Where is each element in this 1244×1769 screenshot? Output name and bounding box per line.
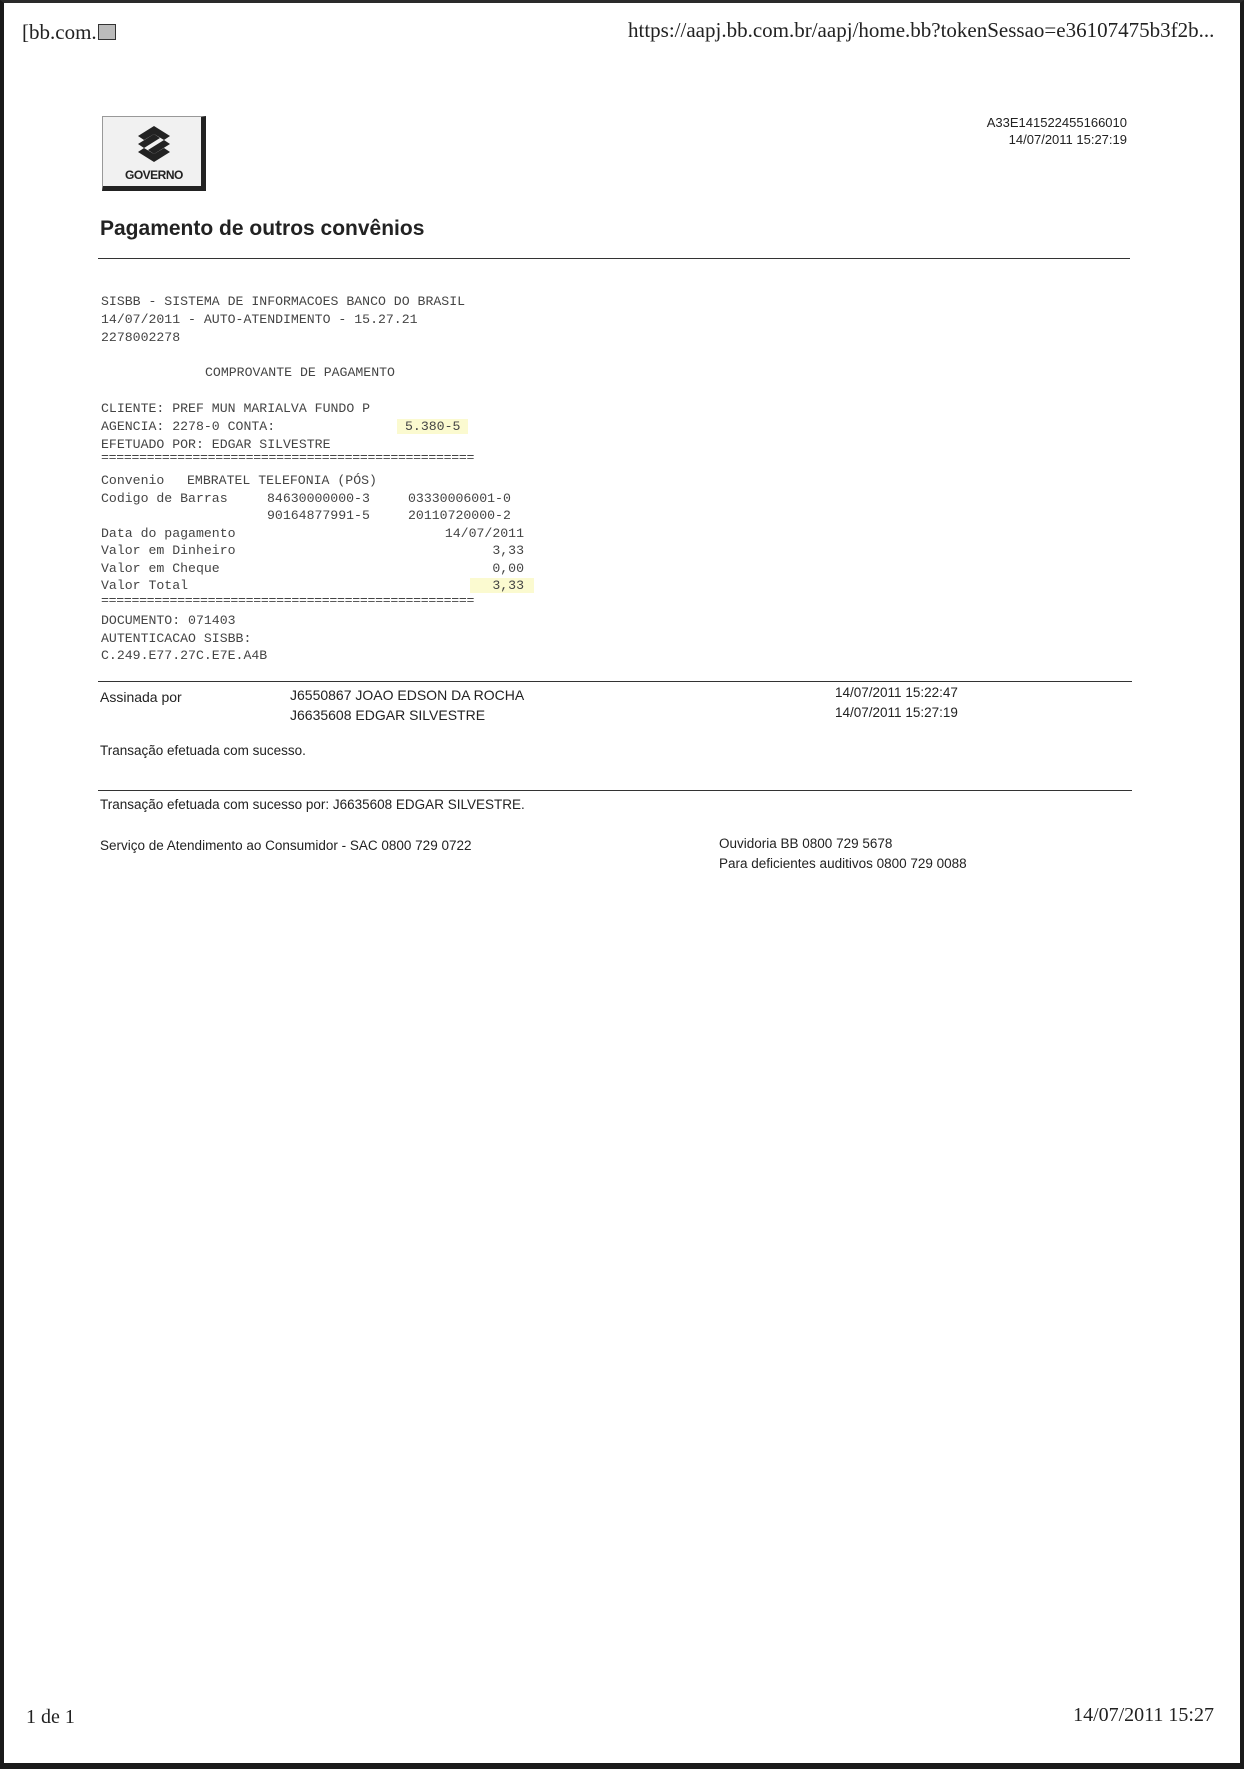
receipt-documento: DOCUMENTO: 071403 (101, 613, 236, 628)
receipt-total-label: Valor Total (101, 578, 189, 593)
logo-text: GOVERNO (125, 168, 183, 182)
receipt-system: SISBB - SISTEMA DE INFORMACOES BANCO DO BRASIL (101, 294, 466, 309)
receipt-session: 14/07/2011 - AUTO-ATENDIMENTO - 15.27.21 (101, 312, 418, 327)
signature-name: J6635608 EDGAR SILVESTRE (290, 707, 486, 723)
barcode-segment: 84630000000-3 (267, 491, 370, 506)
barcode-segment: 90164877991-5 (267, 508, 370, 523)
browser-source-text: [bb.com. (22, 20, 97, 44)
page-title: Pagamento de outros convênios (100, 217, 425, 240)
deficientes-phone: Para deficientes auditivos 0800 729 0088 (719, 856, 967, 871)
receipt-dinheiro-value: 3,33 (492, 543, 524, 558)
bb-logo-icon (133, 123, 175, 165)
total-highlight: 3,33 (470, 578, 534, 593)
status-message: Transação efetuada com sucesso. (100, 743, 306, 758)
receipt-convenio-value: EMBRATEL TELEFONIA (PÓS) (187, 473, 377, 488)
receipt-convenio-label: Convenio (101, 473, 165, 488)
reference-datetime: 14/07/2011 15:27:19 (1008, 132, 1127, 147)
receipt-separator-top: ================================================= (101, 450, 475, 465)
receipt-cliente: CLIENTE: PREF MUN MARIALVA FUNDO P (101, 401, 371, 416)
receipt-total-value (470, 577, 534, 595)
receipt-data-value: 14/07/2011 (444, 526, 524, 541)
footer-divider (98, 790, 1132, 791)
receipt-cheque-label: Valor em Cheque (101, 561, 220, 576)
reference-id: A33E141522455166010 (986, 115, 1127, 130)
signature-name: J6550867 JOAO EDSON DA ROCHA (290, 687, 525, 703)
signature-divider (98, 681, 1132, 682)
page-icon (98, 24, 116, 40)
print-datetime: 14/07/2011 15:27 (1073, 1704, 1214, 1726)
receipt-codigo-label: Codigo de Barras (101, 491, 228, 506)
sac-phone: Serviço de Atendimento ao Consumidor - SAC 0800 729 0722 (100, 838, 472, 853)
receipt-efetuado: EFETUADO POR: EDGAR SILVESTRE (101, 437, 331, 452)
signature-time: 14/07/2011 15:22:47 (835, 685, 958, 700)
receipt-cheque-value: 0,00 (492, 561, 524, 576)
barcode-segment: 20110720000-2 (408, 508, 511, 523)
signatures-label: Assinada por (100, 689, 182, 705)
receipt-autenticacao-label: AUTENTICACAO SISBB: (101, 631, 252, 646)
receipt-autenticacao: C.249.E77.27C.E7E.A4B (101, 648, 268, 663)
browser-print-left (22, 20, 116, 45)
ouvidoria-phone: Ouvidoria BB 0800 729 5678 (719, 836, 893, 851)
receipt-heading: COMPROVANTE DE PAGAMENTO (205, 365, 395, 380)
conta-highlight: 5.380-5 (397, 419, 468, 434)
browser-print-url: https://aapj.bb.com.br/aapj/home.bb?tokenSessao=e36107475b3f2b... (628, 18, 1215, 42)
barcode-segment: 03330006001-0 (408, 491, 511, 506)
receipt-data-label: Data do pagamento (101, 526, 236, 541)
page-counter: 1 de 1 (26, 1706, 75, 1728)
receipt-agencia-label: AGENCIA: 2278-0 CONTA: (101, 419, 276, 434)
receipt-separator-bottom: ================================================= (101, 593, 475, 608)
signature-time: 14/07/2011 15:27:19 (835, 705, 958, 720)
receipt-terminal: 2278002278 (101, 330, 181, 345)
success-by: Transação efetuada com sucesso por: J6635608 EDGAR SILVESTRE. (100, 797, 525, 812)
receipt-conta (397, 418, 468, 436)
bb-governo-logo (102, 116, 206, 191)
receipt-dinheiro-label: Valor em Dinheiro (101, 543, 236, 558)
title-divider (98, 258, 1130, 259)
